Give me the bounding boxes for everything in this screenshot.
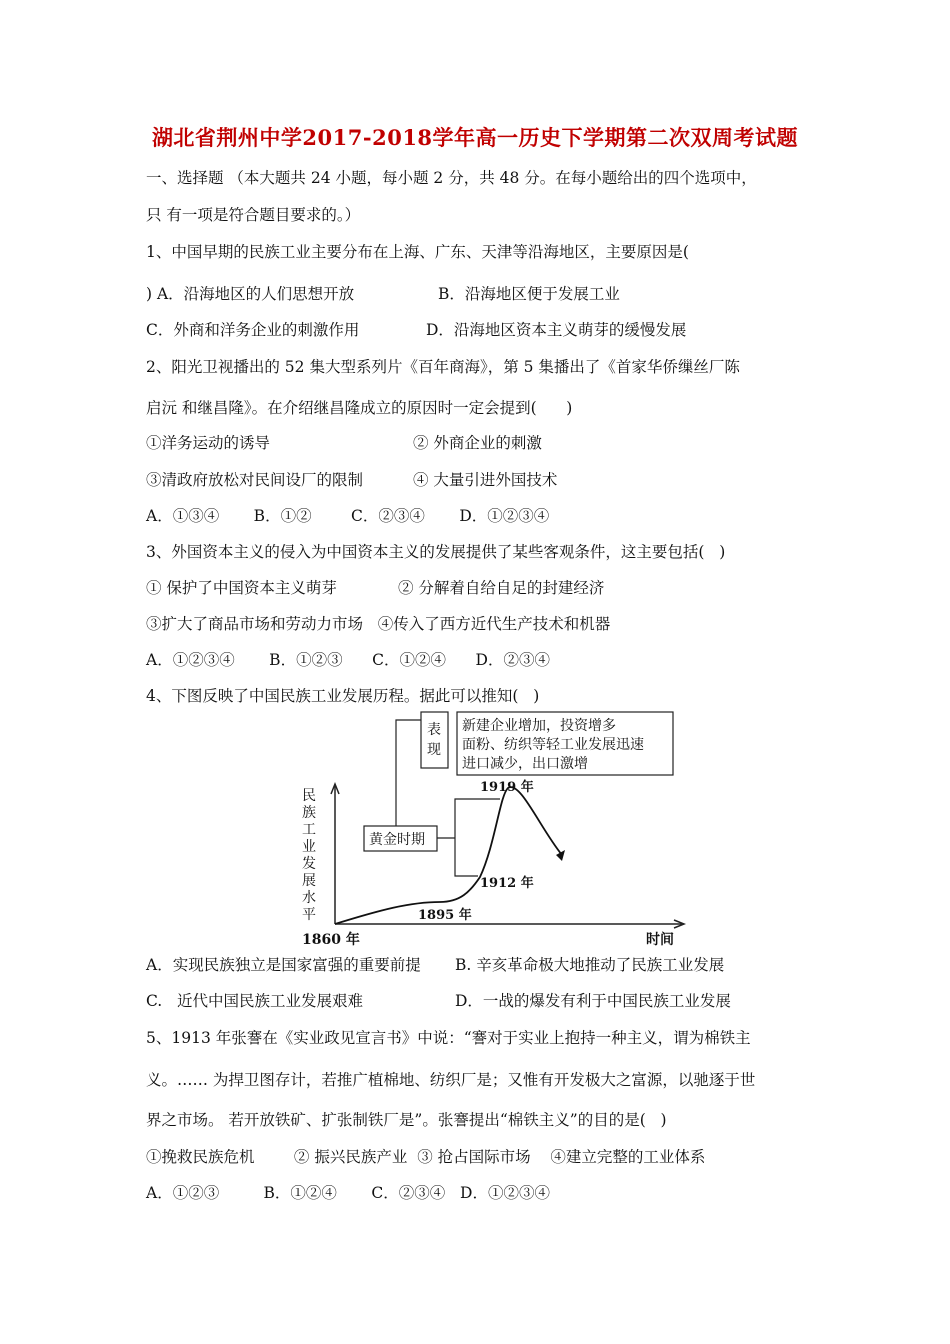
y-axis-label-char: 工 — [302, 822, 316, 838]
q2-item-3: ③清政府放松对民间设厂的限制 — [146, 471, 364, 489]
side-label-char-2: 现 — [427, 742, 441, 758]
q3-item-1: ① 保护了中国资本主义萌芽 — [146, 579, 337, 597]
y-axis-label-char: 发 — [302, 856, 316, 872]
description-line-3: 进口减少，出口激增 — [462, 756, 588, 772]
side-label-box — [421, 712, 448, 768]
y-axis-label — [302, 788, 316, 923]
q1-option-a: ) A．沿海地区的人们思想开放 — [146, 285, 355, 303]
page-title: 湖北省荆州中学2017-2018学年高一历史下学期第二次双周考试题 — [151, 125, 799, 150]
q4-option-c: C. 近代中国民族工业发展艰难 — [146, 992, 364, 1010]
q4-option-b: B. 辛亥革命极大地推动了民族工业发展 — [455, 956, 725, 974]
q2-stem-line2: 启沅 和继昌隆》。在介绍继昌隆成立的原因时一定会提到( ) — [146, 399, 573, 417]
q3-options: A．①②③④ B．①②③ C．①②④ D．②③④ — [146, 651, 550, 669]
x-axis-start-label: 1860 年 — [302, 932, 360, 948]
y-axis-label-char: 民 — [302, 788, 316, 804]
golden-period-bracket — [437, 799, 500, 876]
q5-stem-line1: 5、1913 年张謇在《实业政见宣言书》中说：“謇对于实业上抱持一种主义，谓为棉铁主 — [146, 1029, 751, 1047]
section-instructions-line2: 只 有一项是符合题目要求的。） — [146, 206, 361, 224]
q2-item-4: ④ 大量引进外国技术 — [413, 471, 558, 489]
side-label-char-1: 表 — [427, 722, 441, 738]
point-label-1919: 1919 年 — [480, 780, 534, 795]
industry-development-chart — [300, 710, 700, 948]
y-axis-label-char: 族 — [302, 805, 316, 821]
q1-option-b: B．沿海地区便于发展工业 — [438, 285, 620, 303]
description-line-2: 面粉、纺织等轻工业发展迅速 — [462, 737, 644, 753]
description-line-1: 新建企业增加，投资增多 — [462, 718, 616, 734]
y-axis-label-char: 展 — [302, 873, 316, 889]
q5-stem-line2: 义。…… 为捍卫图存计，若推广植棉地、纺织厂是；又惟有开发极大之富源，以驰逐于世 — [146, 1071, 756, 1089]
q3-items-3-4: ③扩大了商品市场和劳动力市场 ④传入了西方近代生产技术和机器 — [146, 615, 611, 633]
q2-options: A．①③④ B．①② C．②③④ D．①②③④ — [146, 507, 550, 525]
q3-stem: 3、外国资本主义的侵入为中国资本主义的发展提供了某些客观条件，这主要包括( ) — [146, 543, 726, 561]
q2-item-1: ①洋务运动的诱导 — [146, 434, 271, 452]
callout-connector — [396, 720, 421, 826]
point-label-1912: 1912 年 — [480, 876, 534, 891]
q1-option-c: C．外商和洋务企业的刺激作用 — [146, 321, 360, 339]
section-instructions-line1: 一、选择题 （本大题共 24 小题，每小题 2 分，共 48 分。在每小题给出的四个选项中， — [146, 169, 757, 187]
q2-item-2: ② 外商企业的刺激 — [413, 434, 542, 452]
q5-stem-line3: 界之市场。 若开放铁矿、扩张制铁厂是”。张謇提出“棉铁主义”的目的是( ) — [146, 1111, 667, 1129]
development-curve — [335, 787, 562, 924]
q4-stem: 4、下图反映了中国民族工业发展历程。据此可以推知( ) — [146, 687, 540, 705]
q1-stem: 1、中国早期的民族工业主要分布在上海、广东、天津等沿海地区，主要原因是( — [146, 243, 689, 261]
q5-options: A．①②③ B．①②④ C．②③④ D．①②③④ — [146, 1184, 550, 1202]
q3-item-2: ② 分解着自给自足的封建经济 — [398, 579, 605, 597]
point-label-1895: 1895 年 — [418, 908, 472, 923]
y-axis-label-char: 业 — [302, 839, 316, 855]
golden-period-label: 黄金时期 — [369, 832, 425, 848]
svg-text:民族工业发展水平 — [302, 788, 316, 923]
chart-axes — [331, 784, 684, 928]
q1-option-d: D．沿海地区资本主义萌芽的缓慢发展 — [426, 321, 687, 339]
y-axis-label-char: 水 — [302, 890, 316, 906]
x-axis-label: 时间 — [646, 932, 674, 948]
q5-items: ①挽救民族危机 ② 振兴民族产业 ③ 抢占国际市场 ④建立完整的工业体系 — [146, 1148, 706, 1166]
q4-option-a: A．实现民族独立是国家富强的重要前提 — [146, 956, 421, 974]
y-axis-label-char: 平 — [302, 907, 316, 923]
q4-option-d: D．一战的爆发有利于中国民族工业发展 — [455, 992, 731, 1010]
q2-stem-line1: 2、阳光卫视播出的 52 集大型系列片《百年商海》，第 5 集播出了《首家华侨缫丝厂陈 — [146, 358, 740, 376]
